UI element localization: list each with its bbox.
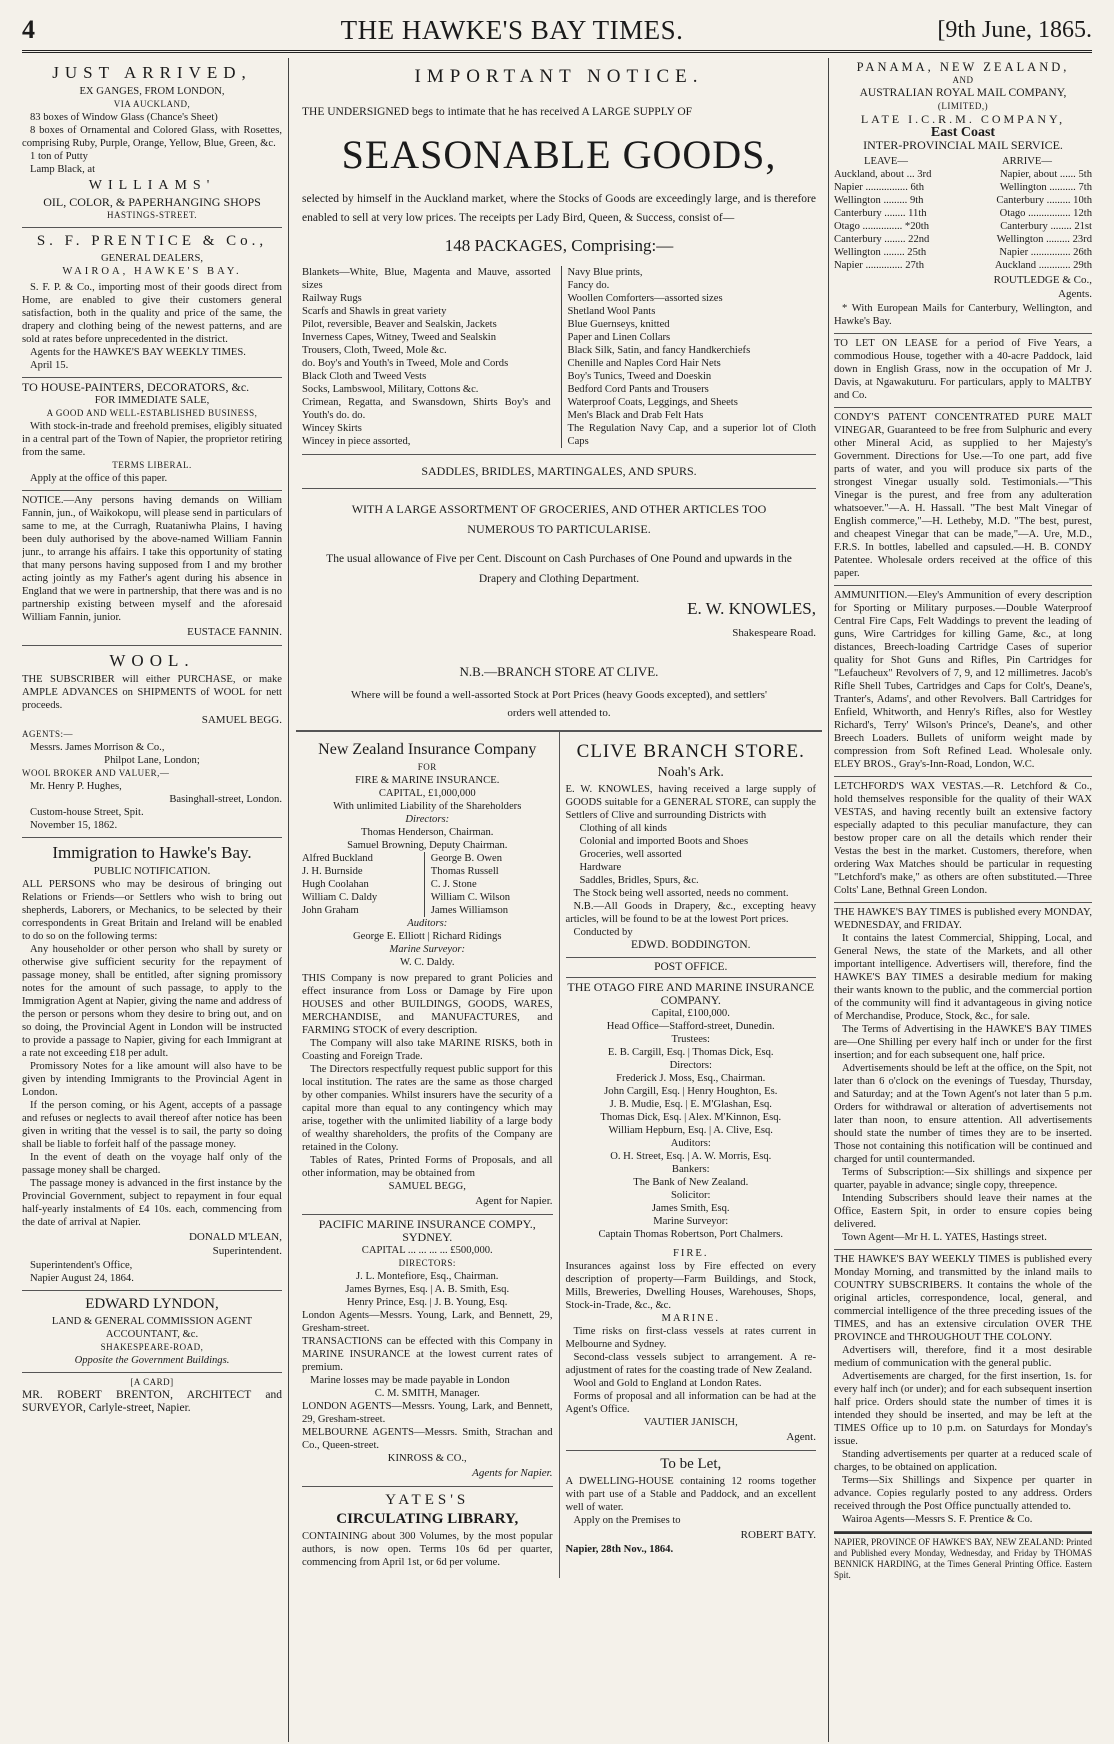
director-name: Hugh Coolahan xyxy=(302,879,369,890)
newspaper-title: THE HAWKE'S BAY TIMES. xyxy=(340,14,684,45)
ad-wool xyxy=(22,646,282,838)
goods-item: The Regulation Navy Cap, and a superior lot of Cloth Caps xyxy=(567,423,816,447)
ad-line: Apply at the office of this paper. xyxy=(30,473,168,484)
leave-entry: Canterbury ........ 22nd xyxy=(834,234,930,245)
center-lower-right xyxy=(559,732,823,1578)
directors-left xyxy=(302,852,424,917)
ad-weekly-times xyxy=(834,1250,1092,1532)
ad-paragraph: THE HAWKE'S BAY WEEKLY TIMES is published every Monday Morning, and transmitted by the inland mails to COUNTRY SUBSCRIBERS. It contains the whole of the original articles, correspondence, local, general, and commercial intelligence of the three preceding issues of the TIMES, and has an extensive circulation OVER THE PROVINCE and THROUGHOUT THE COLONY. xyxy=(834,1254,1092,1343)
ad-service: INTER-PROVINCIAL MAIL SERVICE. xyxy=(863,138,1063,152)
ad-paragraph: Second-class vessels subject to arrangement. A re-adjustment of rates for the coasting trade of New Zealand. xyxy=(565,1352,816,1376)
ad-discount: The usual allowance of Five per Cent. Discount on Cash Purchases of One Pound and upwards in the Drapery and Clothing Department. xyxy=(326,553,792,585)
ad-bank: The Bank of New Zealand. xyxy=(633,1177,749,1188)
goods-item: Crimean, Regatta, and Swansdown, Shirts Boy's and Youth's do. do. xyxy=(302,397,551,421)
ad-goods-title: SEASONABLE GOODS, xyxy=(341,132,777,177)
mail-schedule xyxy=(834,168,1092,272)
ad-body: selected by himself in the Auckland market, where the Stocks of Goods are exceedingly large, and is therefore enabled to sell at very low prices. The receipts per Lady Bird, Queen, & Success, consist of— xyxy=(302,193,816,224)
imprint-text: NAPIER, PROVINCE OF HAWKE'S BAY, NEW ZEALAND: Printed and Published every Monday, Wednesday, and Friday by THOMAS BENNICK HARDING, at the Times General Printing Office. Eastern Spit. xyxy=(834,1537,1092,1580)
ad-directors-label: DIRECTORS: xyxy=(398,1258,456,1268)
goods-item: Boy's Tunics, Tweed and Doeskin xyxy=(567,371,712,382)
goods-item: do. Boy's and Youth's in Tweed, Mole and Cords xyxy=(302,358,509,369)
ad-line: The Stock being well assorted, needs no comment. xyxy=(573,888,789,899)
ad-paragraph: In the event of death on the voyage half only of the passage money shall be charged. xyxy=(22,1152,282,1176)
ad-paragraph: TRANSACTIONS can be effected with this Company in MARINE INSURANCE at the lowest current rates of premium. xyxy=(302,1336,553,1373)
ad-card-brenton xyxy=(22,1373,282,1420)
ad-note: * With European Mails for Canterbury, Wellington, and Hawke's Bay. xyxy=(834,303,1092,327)
ad-surveyor: W. C. Daldy. xyxy=(399,957,455,968)
ad-saddles: SADDLES, BRIDLES, MARTINGALES, AND SPURS. xyxy=(421,464,697,478)
ad-line: Philpot Lane, London; xyxy=(104,755,200,766)
ad-hawkes-bay-times xyxy=(834,903,1092,1250)
ad-subheading: FIRE & MARINE INSURANCE. xyxy=(355,775,500,786)
ad-marine-heading: MARINE. xyxy=(661,1313,720,1324)
ad-paragraph: Wairoa Agents—Messrs S. F. Prentice & Co. xyxy=(842,1514,1033,1525)
ad-heading: YATES'S xyxy=(385,1492,470,1508)
ad-signature-title: Agent for Napier. xyxy=(475,1195,553,1207)
ad-auditors: George E. Elliott | Richard Ridings xyxy=(353,931,502,942)
ad-solicitor: James Smith, Esq. xyxy=(651,1203,730,1214)
ad-chairman: Thomas Henderson, Chairman. xyxy=(361,827,494,838)
ad-chairman: Frederick J. Moss, Esq., Chairman. xyxy=(616,1073,766,1084)
ad-signature-title: Agents. xyxy=(1058,288,1092,300)
ad-capital: Capital, £100,000. xyxy=(651,1008,730,1019)
goods-item: Black Silk, Satin, and fancy Handkerchiefs xyxy=(567,345,751,356)
leave-entry: Canterbury ........ 11th xyxy=(834,208,927,219)
goods-item: Waterproof Coats, Leggings, and Sheets xyxy=(567,397,738,408)
ad-heading: AUSTRALIAN ROYAL MAIL COMPANY, xyxy=(859,87,1067,99)
ad-signature-title: Agent. xyxy=(786,1431,816,1443)
ad-capital: CAPITAL, £1,000,000 xyxy=(378,788,476,799)
goods-list-left xyxy=(302,266,551,448)
ad-east-coast: East Coast xyxy=(930,125,996,140)
goods-item: Blankets—White, Blue, Magenta and Mauve, assorted sizes xyxy=(302,267,551,291)
list-item: Saddles, Bridles, Spurs, &c. xyxy=(579,875,699,886)
imprint xyxy=(834,1532,1092,1586)
ad-director-row: William Hepburn, Esq. | A. Clive, Esq. xyxy=(608,1125,773,1136)
ad-nb-body: Where will be found a well-assorted Stock at Port Prices (heavy Goods excepted), and settlers' orders well attended to. xyxy=(351,689,767,719)
ad-wax-vestas xyxy=(834,777,1092,903)
ad-body: With stock-in-trade and freehold premises, eligibly situated in a central part of the Town of Napier, the proprietor retiring from the same. xyxy=(22,421,282,458)
goods-item: Navy Blue prints, xyxy=(567,267,643,278)
ad-line: Marine losses may be made payable in London xyxy=(310,1375,510,1386)
ad-line: AGENTS:— xyxy=(22,729,73,739)
ad-subheading: VIA AUCKLAND, xyxy=(113,99,191,109)
ad-lease xyxy=(834,334,1092,408)
ad-notice-fannin xyxy=(22,491,282,646)
ad-road: SHAKESPEARE-ROAD, xyxy=(100,1342,204,1352)
center-lower-left xyxy=(296,732,559,1578)
ad-subheading: FOR IMMEDIATE SALE, xyxy=(94,395,210,406)
ad-signature: ROBERT BATY. xyxy=(740,1529,816,1541)
ad-heading: Immigration to Hawke's Bay. xyxy=(52,843,252,862)
ad-deputy: Samuel Browning, Deputy Chairman. xyxy=(347,840,508,851)
ad-director-row: Thomas Dick, Esq. | Alex. M'Kinnon, Esq. xyxy=(600,1112,782,1123)
ad-subheading: EX GANGES, FROM LONDON, xyxy=(79,86,225,97)
ad-signature: SAMUEL BEGG. xyxy=(201,714,282,726)
divider xyxy=(302,488,816,489)
mail-schedule-row xyxy=(834,233,1092,246)
ad-auditors-label: Auditors: xyxy=(407,918,448,929)
ad-line: Agents for the HAWKE'S BAY WEEKLY TIMES. xyxy=(30,347,246,358)
directors-right xyxy=(424,852,553,917)
arrive-entry: Wellington ......... 23rd xyxy=(996,234,1092,245)
mail-schedule-row xyxy=(834,246,1092,259)
ad-lyndon xyxy=(22,1291,282,1373)
divider xyxy=(566,977,817,978)
ad-subheading: LAND & GENERAL COMMISSION AGENT xyxy=(51,1316,253,1327)
ad-paragraph: Time risks on first-class vessels at rates current in Melbourne and Sydney. xyxy=(565,1326,816,1350)
ad-director-row: John Cargill, Esq. | Henry Houghton, Es. xyxy=(604,1086,778,1097)
ad-body: THE SUBSCRIBER will either PURCHASE, or make AMPLE ADVANCES on SHIPMENTS of WOOL for nett proceeds. xyxy=(22,674,282,711)
ad-heading: New Zealand Insurance Company xyxy=(318,741,537,758)
ad-signature-title: Superintendent. xyxy=(212,1245,282,1257)
ad-signature: ROUTLEDGE & Co., xyxy=(993,274,1092,286)
ad-otago-insurance xyxy=(566,958,817,1451)
leave-entry: Wellington ........ 25th xyxy=(834,247,927,258)
arrive-entry: Auckland ............ 29th xyxy=(994,260,1092,271)
ad-body: TO LET ON LEASE for a period of Five Years, a commodious House, together with a 40-acre Paddock, laid down in English Grass, now in the occupation of Mr J. Davis, at Ngawakuturu. For particulars, apply to MALTBY and Co. xyxy=(834,338,1092,401)
ad-line: 1 ton of Putty xyxy=(30,151,88,162)
ad-condys-vinegar xyxy=(834,408,1092,586)
ad-paragraph: The Company will also take MARINE RISKS, both in Coasting and Foreign Trade. xyxy=(302,1038,553,1062)
ad-auditors: O. H. Street, Esq. | A. W. Morris, Esq. xyxy=(610,1151,772,1162)
ad-subheading: Noah's Ark. xyxy=(657,765,724,780)
ad-yates-library xyxy=(302,1487,553,1574)
ad-trustees: E. B. Cargill, Esq. | Thomas Dick, Esq. xyxy=(607,1047,774,1058)
goods-item: Railway Rugs xyxy=(302,293,362,304)
items-list xyxy=(566,822,817,887)
director-name: George B. Owen xyxy=(430,853,503,864)
ad-heading: CLIVE BRANCH STORE. xyxy=(576,741,805,762)
list-item: Groceries, well assorted xyxy=(579,849,682,860)
ad-date: November 15, 1862. xyxy=(30,820,118,831)
ad-prentice xyxy=(22,228,282,378)
ad-line: WOOL BROKER AND VALUER,— xyxy=(22,768,170,778)
list-item: Hardware xyxy=(579,862,622,873)
ad-paragraph: Advertisements should be left at the office, on the Spit, not later than 6 o'clock on the evenings of Tuesday, Thursday, and Saturday; and at the Town Agent's not later than 5 p.m. Orders for withdrawal or alteration of advertisements not later than noon, to ensure attention. All advertisements should state the number of times they are to be inserted. Those not containing this notification will be continued and charged for until countermanded. xyxy=(834,1063,1092,1165)
goods-item: Black Cloth and Tweed Vests xyxy=(302,371,427,382)
arrive-entry: Napier ............... 26th xyxy=(999,247,1092,258)
ad-subheading: ACCOUNTANT, &c. xyxy=(105,1329,199,1340)
ad-line: Mr. Henry P. Hughes, xyxy=(30,781,122,792)
ad-line: 83 boxes of Window Glass (Chance's Sheet) xyxy=(30,112,218,123)
column-rule xyxy=(288,58,289,1742)
ad-line: 8 boxes of Ornamental and Colored Glass, with Rosettes, comprising Ruby, Purple, Orange, Yellow, Blue, Green, &c. xyxy=(22,125,282,149)
arrive-label: ARRIVE— xyxy=(1001,156,1052,167)
list-item: Clothing of all kinds xyxy=(579,823,667,834)
ad-heading: PANAMA, NEW ZEALAND, xyxy=(856,60,1070,74)
arrive-entry: Canterbury ......... 10th xyxy=(996,195,1092,206)
ad-paragraph: The Directors respectfully request public support for this local institution. The rates are the same as those charged by other companies. Whilst insurers have the security of a capital more than equal to any contingency which may arise, together with the unlimited liability of a large body of wealthy shareholders, the profits of the Company are retained in the Colony. xyxy=(302,1064,553,1153)
ad-manager: C. M. SMITH, Manager. xyxy=(374,1388,480,1399)
goods-item: Fancy do. xyxy=(567,280,610,291)
ad-important-notice xyxy=(296,66,822,731)
ad-paragraph: Intending Subscribers should leave their names at the Office, Eastern Spit, in order to ensure copies being delivered. xyxy=(834,1193,1092,1230)
goods-item: Paper and Linen Collars xyxy=(567,332,671,343)
ad-packages: 148 PACKAGES, Comprising:— xyxy=(444,236,674,255)
goods-item: Scarfs and Shawls in great variety xyxy=(302,306,447,317)
goods-item: Bedford Cord Pants and Trousers xyxy=(567,384,709,395)
goods-item: Inverness Capes, Witney, Tweed and Sealskin xyxy=(302,332,496,343)
ad-paragraph: Standing advertisements per quarter at a reduced scale of charges, to be obtained on application. xyxy=(834,1449,1092,1473)
goods-item: Men's Black and Drab Felt Hats xyxy=(567,410,704,421)
ad-paragraph: It contains the latest Commercial, Shipping, Local, and General News, the state of the Markets, and all other important intelligence. Advertisers will, therefore, find the HAWKE'S BAY TIMES a desirable medium for making their wants known to the public, and the commercial portion of the community will find it advantageous in giving notice of Merchandise, Produce, Stock, &c., for sale. xyxy=(834,933,1092,1022)
ad-directors-label: Directors: xyxy=(405,814,450,825)
ad-auditors-label: Auditors: xyxy=(670,1138,711,1149)
ad-capital: CAPITAL ... ... ... ... £500,000. xyxy=(361,1245,493,1256)
director-name: John Graham xyxy=(302,905,359,916)
ad-paragraph: ALL PERSONS who may be desirous of bringing out Relations or Friends—or Settlers who wish to bring out shepherds, Laborers, or Mechanics, to be selected by their correspondents in Great Britain and Ireland will be enabled to do so on the following terms: xyxy=(22,879,282,942)
ad-for: FOR xyxy=(417,762,437,772)
ad-solicitor-label: Solicitor: xyxy=(671,1190,711,1201)
leave-entry: Wellington ......... 9th xyxy=(834,195,924,206)
list-item: Colonial and imported Boots and Shoes xyxy=(579,836,749,847)
ad-line: Superintendent's Office, xyxy=(30,1260,133,1271)
leave-entry: Auckland, about ... 3rd xyxy=(834,169,932,180)
page-number: 4 xyxy=(22,15,35,44)
ad-line: Custom-house Street, Spit. xyxy=(30,807,144,818)
ad-body: S. F. P. & Co., importing most of their goods direct from Home, are enabled to give their customers general satisfaction, both in the quality and price of the same, the drapery and clothing being of the newest patterns, and are sold at rates before unprecedented in the district. xyxy=(22,282,282,345)
ad-signature: EDWD. BODDINGTON. xyxy=(630,939,751,951)
director-name: James Williamson xyxy=(430,905,509,916)
ad-subheading: GENERAL DEALERS, xyxy=(100,253,203,264)
ad-surveyor: Captain Thomas Robertson, Port Chalmers. xyxy=(598,1229,784,1240)
ad-paragraph: If the person coming, or his Agent, accepts of a passage and refuses or neglects to avail thereof after notice has been given in writing that the vessel is to sail, the party so doing shall be liable to forfeit half of the passage money. xyxy=(22,1100,282,1150)
ad-heading: IMPORTANT NOTICE. xyxy=(414,66,704,87)
ad-street: HASTINGS-STREET. xyxy=(106,210,198,220)
right-column xyxy=(834,58,1092,1742)
ad-paragraph: THIS Company is now prepared to grant Policies and effect insurance from Loss or Damage by Fire upon HOUSES and other BUILDINGS, GOODS, WARES, MERCHANDISE, and MANUFACTURES, and FARMING STOCK of every description. xyxy=(302,973,553,1036)
ad-paragraph: Promissory Notes for a like amount will also have to be given by intending Immigrants to the Provincial Agent in London. xyxy=(22,1061,282,1098)
issue-date: [9th June, 1865. xyxy=(937,16,1092,43)
ad-date: Napier, 28th Nov., 1864. xyxy=(565,1544,674,1555)
ad-heading: THE OTAGO FIRE AND MARINE INSURANCE COMPANY. xyxy=(567,980,815,1007)
masthead xyxy=(22,10,1092,53)
mail-schedule-row xyxy=(834,194,1092,207)
ad-place: WAIROA, HAWKE'S BAY. xyxy=(62,266,242,277)
leave-label: LEAVE— xyxy=(864,156,908,167)
ad-signature: E. W. KNOWLES, xyxy=(687,599,816,618)
ad-clive-store xyxy=(566,736,817,958)
ad-surveyor-label: Marine Surveyor: xyxy=(653,1216,729,1227)
ad-paragraph: Terms of Subscription:—Six shillings and sixpence per quarter, payable in advance; single copy, threepence. xyxy=(834,1167,1092,1191)
ad-ammunition xyxy=(834,586,1092,777)
director-name: J. H. Burnside xyxy=(302,866,363,877)
ad-signature: EUSTACE FANNIN. xyxy=(187,626,282,638)
ad-paragraph: Forms of proposal and all information can be had at the Agent's Office. xyxy=(565,1391,816,1415)
ad-line: Conducted by xyxy=(573,927,633,938)
ad-paragraph: Wool and Gold to England at London Rates. xyxy=(573,1378,762,1389)
director-name: William C. Daldy xyxy=(302,892,378,903)
ad-signature: DONALD M'LEAN, xyxy=(188,1231,282,1243)
ad-signature: KINROSS & CO., xyxy=(387,1453,467,1464)
ad-body: LETCHFORD'S WAX VESTAS.—R. Letchford & Co., hold themselves responsible for the quality of their WAX VESTAS, and having recently built an extensive factory especially adapted to this peculiar manufacture, they can bestow proper care on all the details which render their Vestas the best in the market. Customers, therefore, when ordering Wax Matches should be particular in requesting "Letchford's make," as others are often substituted.—Three Colts' Lane, Bethnal Green London. xyxy=(834,781,1092,896)
ad-nz-insurance xyxy=(302,736,553,1215)
ad-body: AMMUNITION.—Eley's Ammunition of every description for Sporting or Military purposes.—Double Waterproof Central Fire Caps, Felt Waddings to prevent the leading of guns, Wire Cartridges for killing Game, &c., at long distances, Breech-loading Cartridge Cases of superior quality for Shot Guns and Rifles, Pin Cartridges for "Lefaucheux" Revolvers of 7, 9, and 12 millimetres. Jacob's Rifle Shell Tubes, Cartridges and Caps for Colt's, Deane's, Tranter's, Adams', and other Revolvers. Ball Cartridges for Enfield, Whitworth, and Henry's Rifles, also for Westley Richard's, Terry' Wilson's Prince's, Deane's, and other Breech Loaders. Bullets of uniform weight made by compression from Soft Refined Lead. Wholesale only. ELEY BROS., Gray's-Inn-Road, London, W.C. xyxy=(834,590,1092,770)
goods-item: Pilot, reversible, Beaver and Sealskin, Jackets xyxy=(302,319,497,330)
ad-fire-heading: FIRE. xyxy=(672,1248,709,1259)
ad-line: LONDON AGENTS—Messrs. Young, Lark, and Bennett, 29, Gresham-street. xyxy=(302,1401,553,1425)
ad-line: MELBOURNE AGENTS—Messrs. Smith, Strachan and Co., Queen-street. xyxy=(302,1427,553,1451)
ad-nb: N.B.—BRANCH STORE AT CLIVE. xyxy=(459,664,659,679)
ad-bankers-label: Bankers: xyxy=(671,1164,710,1175)
mail-schedule-row xyxy=(834,220,1092,233)
ad-post-office: POST OFFICE. xyxy=(654,961,728,973)
ad-director-row: James Byrnes, Esq. | A. B. Smith, Esq. xyxy=(345,1284,510,1295)
ad-groceries: WITH A LARGE ASSORTMENT OF GROCERIES, AND OTHER ARTICLES TOO NUMEROUS TO PARTICULARISE. xyxy=(351,502,767,536)
ad-line: Basinghall-street, London. xyxy=(169,794,282,805)
center-column xyxy=(296,58,822,1742)
arrive-entry: Otago ................ 12th xyxy=(999,208,1092,219)
ad-heading: To be Let, xyxy=(660,1456,722,1472)
ad-intro: THE UNDERSIGNED begs to intimate that he has received A LARGE SUPPLY OF xyxy=(302,106,693,118)
ad-body: CONTAINING about 300 Volumes, by the most popular authors, is now open. Terms 10s 6d per quarter, commencing from April 1st, or 6d per volume. xyxy=(302,1531,553,1568)
ad-body: A DWELLING-HOUSE containing 12 rooms together with part use of a Stable and Paddock, and an excellent well of water. xyxy=(565,1476,816,1513)
ad-trustees-label: Trustees: xyxy=(671,1034,710,1045)
ad-mail-company xyxy=(834,58,1092,334)
ad-line: Lamp Black, at xyxy=(30,164,96,175)
ad-limited: (LIMITED,) xyxy=(937,101,989,111)
mail-schedule-row xyxy=(834,259,1092,272)
ad-liability: With unlimited Liability of the Shareholders xyxy=(333,801,522,812)
ad-body: NOTICE.—Any persons having demands on William Fannin, jun., of Waikokopu, will please send in particulars of same to me, at the Curragh, Ruataniwha Plains, I having been duly authorised by the above-named William Fannin junr., to arrange his affairs. I take this opportunity of stating that many persons having supposed from I and my brother acting jointly as my Father's agent during his absence in England that we were in partnership, that there was and is no partnership existing between myself and the aforesaid William Fannin, junior. xyxy=(22,495,282,623)
mail-schedule-header xyxy=(834,155,1092,168)
ad-subheading: CIRCULATING LIBRARY, xyxy=(336,1511,519,1527)
leave-entry: Otago ............... *20th xyxy=(834,221,930,232)
ad-heading: PACIFIC MARINE INSURANCE COMPY., SYDNEY. xyxy=(318,1217,536,1244)
center-lower xyxy=(296,731,822,1578)
director-name: William C. Wilson xyxy=(430,892,511,903)
goods-list xyxy=(302,266,816,448)
ad-office: Head Office—Stafford-street, Dunedin. xyxy=(606,1021,775,1032)
director-name: Alfred Buckland xyxy=(302,853,373,864)
goods-item: Shetland Wool Pants xyxy=(567,306,656,317)
mail-schedule-row xyxy=(834,181,1092,194)
ad-subheading: PUBLIC NOTIFICATION. xyxy=(93,866,211,877)
goods-item: Blue Guernseys, knitted xyxy=(567,319,670,330)
ad-heading: LATE I.C.R.M. COMPANY, xyxy=(860,112,1066,126)
ad-immigration xyxy=(22,838,282,1291)
column-rule xyxy=(828,58,829,1742)
ad-director-row: Henry Prince, Esq. | J. B. Young, Esq. xyxy=(347,1297,508,1308)
ad-paragraph: The Terms of Advertising in the HAWKE'S BAY TIMES are—One Shilling per every half inch or under for the first insertion; and for each subsequent one, half price. xyxy=(834,1024,1092,1061)
ad-signature: VAUTIER JANISCH, xyxy=(643,1417,738,1428)
ad-paragraph: THE HAWKE'S BAY TIMES is published every MONDAY, WEDNESDAY, and FRIDAY. xyxy=(834,907,1092,931)
directors-table xyxy=(302,852,553,917)
ad-line: London Agents—Messrs. Young, Lark, and Bennett, 29, Gresham-street. xyxy=(302,1310,553,1334)
ad-directors-label: Directors: xyxy=(669,1060,712,1071)
ad-heading: WOOL. xyxy=(109,651,195,670)
ad-firm: WILLIAMS' xyxy=(88,178,216,193)
goods-item: Trousers, Cloth, Tweed, Mole &c. xyxy=(302,345,447,356)
ad-chairman: J. L. Montefiore, Esq., Chairman. xyxy=(356,1271,499,1282)
ad-just-arrived xyxy=(22,58,282,228)
arrive-entry: Canterbury ........ 21st xyxy=(1000,221,1092,232)
ad-body: CONDY'S PATENT CONCENTRATED PURE MALT VINEGAR, Guaranteed to be free from Sulphuric and every other Mineral Acid, as supplied to her Majesty's Government. Directions for Use.—To one part, add five parts of water, and you will produce six parts of the strongest Vinegar usually sold. Testimonials.—"This Vinegar is the purest, and free from any adulteration whatsoever."—A. H. Hassall. "The best Malt Vinegar of English commerce,"—H. Letheby, M.D. "The best, purest, and cheapest Vinegar that can be made,"—A. Ure, M.D., F.R.S. In bottles, labelled and capsuled.—H. B. CONDY Patentee. Wholesale orders received at the office of this paper. xyxy=(834,412,1092,579)
director-name: C. J. Stone xyxy=(430,879,477,890)
goods-item: Chenille and Naples Cord Hair Nets xyxy=(567,358,721,369)
ad-heading: TO HOUSE-PAINTERS, DECORATORS, &c. xyxy=(22,380,250,394)
mail-schedule-row xyxy=(834,168,1092,181)
arrive-entry: Napier, about ...... 5th xyxy=(1000,169,1092,180)
ad-body: E. W. KNOWLES, having received a large supply of GOODS suitable for a GENERAL STORE, can supply the Settlers of Clive and surrounding Districts with xyxy=(565,784,816,821)
goods-item: Wincey Skirts xyxy=(302,423,362,434)
leave-entry: Napier .............. 27th xyxy=(834,260,925,271)
ad-and: AND xyxy=(952,75,974,85)
goods-item: Socks, Lambswool, Military, Cottons &c. xyxy=(302,384,479,395)
divider xyxy=(302,454,816,455)
ad-paragraph: Advertisements are charged, for the first insertion, 1s. for every half inch (or under); and for each subsequent insertion half price. Orders should state the number of times it is intended they should be inserted, and may be left at the TIMES Office up to 10 p.m. on Saturdays for Monday's issue. xyxy=(834,1371,1092,1447)
ad-paragraph: Town Agent—Mr H. L. YATES, Hastings street. xyxy=(842,1232,1047,1243)
ad-paragraph: Advertisers will, therefore, find it a most desirable medium of communication with the general public. xyxy=(834,1345,1092,1369)
ad-body: MR. ROBERT BRENTON, ARCHITECT and SURVEYOR, Carlyle-street, Napier. xyxy=(22,1389,282,1414)
mail-schedule-row xyxy=(834,207,1092,220)
ad-line: Opposite the Government Buildings. xyxy=(74,1355,230,1366)
ad-director-row: J. B. Mudie, Esq. | E. M'Glashan, Esq. xyxy=(609,1099,772,1110)
ad-to-be-let xyxy=(566,1451,817,1561)
ad-heading: JUST ARRIVED, xyxy=(52,63,252,82)
ad-firm-line: OIL, COLOR, & PAPERHANGING SHOPS xyxy=(43,195,261,209)
ad-paragraph: Insurances against loss by Fire effected on every description of property—Farm Buildings, and Stock, Mills, Breweries, Dwelling Houses, Warehouses, Shops, Stock-in-Trade, &c., &c. xyxy=(565,1261,816,1311)
ad-terms: TERMS LIBERAL. xyxy=(112,460,192,470)
goods-list-right xyxy=(561,266,817,448)
ad-heading: EDWARD LYNDON, xyxy=(85,1296,219,1312)
ad-paragraph: Any householder or other person who shall by surety or otherwise give sufficient security for the repayment of passage money, shall be entitled, after signing promissory notes for the amount of such passage, to apply to the Immigration Agent at Napier, giving the name and address of the person or persons whom they desire to bring out, and on so doing, the Provincial Agent in London will be instructed to provide a passage to Napier, giving for each Immigrant at a rate not exceeding £18 per adult. xyxy=(22,944,282,1059)
ad-road: Shakespeare Road. xyxy=(732,627,816,639)
ad-tag: [A CARD] xyxy=(130,1377,174,1387)
ad-heading: S. F. PRENTICE & Co., xyxy=(36,233,268,249)
ad-paragraph: Tables of Rates, Printed Forms of Proposals, and all other information, may be obtained from xyxy=(302,1155,553,1179)
goods-item: Wincey in piece assorted, xyxy=(302,436,411,447)
ad-line: Messrs. James Morrison & Co., xyxy=(30,742,165,753)
ad-line: N.B.—All Goods in Drapery, &c., excepting heavy articles, will be found to be at the lowest Port prices. xyxy=(565,901,816,925)
ad-date: April 15. xyxy=(30,360,69,371)
ad-house-painters xyxy=(22,378,282,491)
ad-line: Apply on the Premises to xyxy=(573,1515,681,1526)
ad-signature: SAMUEL BEGG, xyxy=(388,1181,466,1192)
director-name: Thomas Russell xyxy=(430,866,499,877)
ad-surveyor-label: Marine Surveyor: xyxy=(389,944,466,955)
ad-date: Napier August 24, 1864. xyxy=(30,1273,134,1284)
ad-signature-title: Agents for Napier. xyxy=(472,1467,553,1479)
ad-pacific-marine xyxy=(302,1215,553,1487)
leave-entry: Napier ................ 6th xyxy=(834,182,925,193)
ad-paragraph: The passage money is advanced in the first instance by the Provincial Government, subject to repayment in four equal half-yearly instalments of £4 10s. each, commencing from the date of arrival at Napier. xyxy=(22,1178,282,1228)
goods-item: Woollen Comforters—assorted sizes xyxy=(567,293,723,304)
left-column xyxy=(22,58,282,1742)
arrive-entry: Wellington .......... 7th xyxy=(999,182,1092,193)
ad-paragraph: Terms—Six Shillings and Sixpence per quarter in advance. Copies regularly posted to any address. Orders received through the Post Office punctually attended to. xyxy=(834,1475,1092,1512)
ad-subheading: A GOOD AND WELL-ESTABLISHED BUSINESS, xyxy=(46,408,258,418)
